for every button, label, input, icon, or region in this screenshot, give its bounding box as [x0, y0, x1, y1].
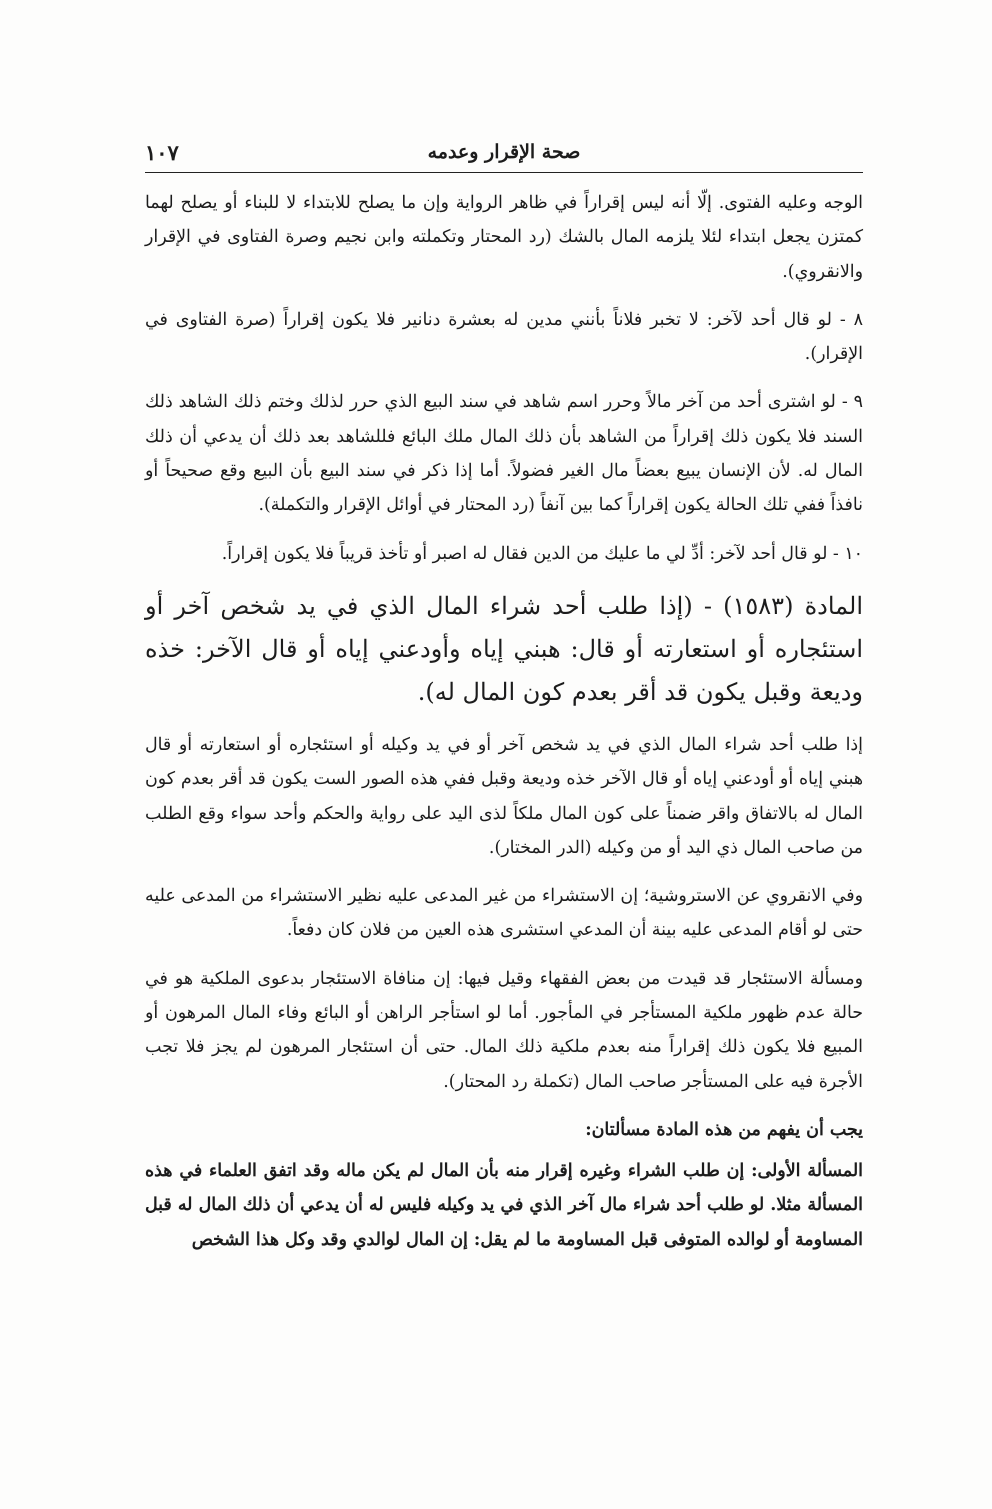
paragraph-item-10: ١٠ - لو قال أحد لآخر: أدِّ لي ما عليك من الدين فقال له اصبر أو تأخذ قريباً فلا يكون إقراراً. [221, 543, 863, 564]
page-number: ١٠٧ [145, 140, 179, 165]
running-title: صحة الإقرار وعدمه [427, 141, 581, 163]
paragraph-item-9: ٩ - لو اشترى أحد من آخر مالاً وحرر اسم شاهد في سند البيع الذي حرر لذلك وختم ذلك الشاهد ذلك السند فلا يكون ذلك إقراراً من الشاهد بأن ذلك المال ملك البائع فللشاهد بعد ذلك أن يدعي أن ذلك المال له. لأن الإنسان يبيع بعضاً مال الغير فضولاً. أما إذا ذكر في سند البيع بأن البيع وقع صحيحاً أو نافذاً ففي تلك الحالة يكون إقراراً كما بين آنفاً (رد المحتار في أوائل الإقرار والتكملة). [145, 392, 863, 516]
commentary-paragraph-anqarawi: وفي الانقروي عن الاستروشية؛ إن الاستشراء من غير المدعى عليه نظير الاستشراء من المدعى عليه حتى لو أقام المدعى عليه بينة أن المدعي استشرى هذه العين من فلان كان دفعاً. [145, 886, 863, 941]
commentary-paragraph: إذا طلب أحد شراء المال الذي في يد شخص آخر أو في يد وكيله أو استئجاره أو استعارته أو قال هبني إياه أو أودعني إياه أو قال الآخر خذه وديعة وقبل ففي هذه الصور الست يكون قد أقر بعدم كون المال له بالاتفاق واقر ضمناً على كون المال ملكاً لذى اليد على رواية والحكم وأحد سواء وقع الطلب من صاحب المال ذي اليد أو من وكيله (الدر المختار). [145, 734, 863, 858]
page-body [145, 186, 863, 1257]
document-page [145, 138, 863, 1257]
paragraph-item-8: ٨ - لو قال أحد لآخر: لا تخبر فلاناً بأنني مدين له بعشرة دنانير فلا يكون إقراراً (صرة الفتاوى في الإقرار). [145, 309, 863, 365]
section-subheading: يجب أن يفهم من هذه المادة مسألتان: [585, 1119, 863, 1140]
page-header [145, 138, 863, 173]
article-1583-text: المادة (١٥٨٣) - (إذا طلب أحد شراء المال الذي في يد شخص آخر أو استئجاره أو استعارته أو قال: هبني إياه وأودعني إياه أو قال الآخر: خذه وديعة وقبل يكون قد أقر بعدم كون المال له). [145, 591, 864, 706]
first-issue-paragraph: المسألة الأولى: إن طلب الشراء وغيره إقرار منه بأن المال لم يكن ماله وقد اتفق العلماء في هذه المسألة مثلا. لو طلب أحد شراء مال آخر الذي في يد وكيله فليس له أن يدعي أن ذلك المال له قبل المساومة أو لوالده المتوفى قبل المساومة ما لم يقل: إن المال لوالدي وقد وكل هذا الشخص [145, 1160, 863, 1250]
commentary-paragraph-lease: ومسألة الاستئجار قد قيدت من بعض الفقهاء وقيل فيها: إن منافاة الاستئجار بدعوى الملكية هو في حالة عدم ظهور ملكية المستأجر في المأجور. أما لو استأجر الراهن أو البائع وفاء المال المرهون أو المبيع فلا يكون ذلك إقراراً منه بعدم ملكية ذلك المال. حتى أن استئجار المرهون لم يجز فلا تجب الأجرة فيه على المستأجر صاحب المال (تكملة رد المحتار). [145, 968, 863, 1092]
paragraph-continuation: الوجه وعليه الفتوى. إلّا أنه ليس إقراراً في ظاهر الرواية وإن ما يصلح للابتداء لا للبناء أو يصلح لهما كمتزن يجعل ابتداء لئلا يلزمه المال بالشك (رد المحتار وتكملته وابن نجيم وصرة الفتاوى في الإقرار والانقروي). [145, 193, 863, 282]
